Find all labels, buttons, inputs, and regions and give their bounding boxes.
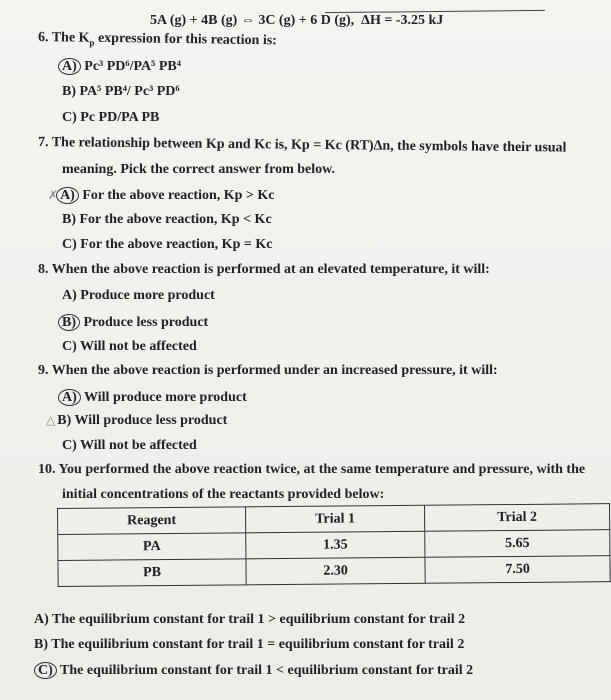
q6-option-a-letter: A) (58, 58, 81, 75)
equilibrium-arrow-icon: ⇔ (240, 13, 255, 28)
q7-line1-text: The relationship between Kp and Kc is, Kp = Kc (RT)Δn, the symbols have their usual (51, 135, 567, 156)
q8-text: When the above reaction is performed at an elevated temperature, it will: (51, 262, 490, 277)
q8-option-b-text: Produce less product (83, 315, 209, 330)
table-row (58, 556, 610, 587)
q6-option-c-letter: C) (62, 110, 77, 125)
reaction-lhs: 5A (g) + 4B (g) (150, 13, 238, 28)
delta-h-value: = -3.25 kJ (384, 13, 444, 28)
q7-prompt-line1 (38, 135, 567, 157)
table-cell: 1.35 (246, 531, 425, 559)
q10-option-b-text: The equilibrium constant for trail 1 = equilibrium constant for trail 2 (51, 637, 465, 652)
q8-option-c-letter: C) (62, 339, 77, 354)
table-cell: 2.30 (246, 557, 425, 585)
q6-option-a[interactable] (62, 58, 181, 75)
reaction-rhs: 3C (g) + 6 D (g), (258, 13, 355, 28)
q10-prompt-line1 (38, 462, 585, 478)
q10-line1-text: You performed the above reaction twice, at the same temperature and pressure, with the (58, 462, 586, 477)
q7-option-b-text: For the above reaction, Kp < Kc (79, 212, 272, 227)
q10-option-b[interactable] (34, 637, 464, 653)
q8-option-b[interactable] (62, 314, 208, 331)
q9-option-a[interactable] (62, 389, 247, 406)
q7-option-c-letter: C) (62, 237, 77, 252)
q6-prompt (38, 30, 277, 50)
q8-option-b-letter: B) (58, 314, 80, 331)
q10-prompt-line2: initial concentrations of the reactants provided below: (62, 487, 385, 502)
table-cell: 5.65 (425, 530, 610, 558)
q6-text-pre: The K (51, 30, 90, 46)
q8-number: 8. (38, 262, 49, 277)
q6-number: 6. (37, 30, 49, 46)
q10-option-c-text: The equilibrium constant for trail 1 < equilibrium constant for trail 2 (60, 663, 474, 678)
check-mark-icon: ✗ (48, 188, 59, 202)
q9-option-b[interactable] (46, 413, 227, 429)
q9-option-c[interactable] (62, 438, 197, 454)
q7-option-a-letter: A) (56, 187, 79, 204)
q6-option-b-text: PA⁵ PB⁴/ Pc³ PD⁶ (79, 84, 180, 99)
table-cell: 7.50 (425, 556, 610, 584)
q10-option-b-letter: B) (34, 637, 48, 652)
q10-option-c-letter: C) (34, 662, 57, 679)
q9-option-c-letter: C) (62, 438, 77, 453)
q10-option-a-text: The equilibrium constant for trail 1 > equilibrium constant for trail 2 (52, 612, 466, 627)
q6-option-b[interactable] (62, 84, 180, 100)
reaction-equation (150, 13, 443, 29)
q8-prompt (38, 262, 490, 278)
q7-option-a-text: For the above reaction, Kp > Kc (82, 188, 275, 203)
q7-option-b[interactable] (62, 212, 272, 228)
table-cell: PA (58, 533, 246, 561)
table-cell: PB (58, 559, 246, 587)
q6-text-post: expression for this reaction is: (94, 30, 277, 49)
q7-number: 7. (37, 135, 49, 151)
q8-option-a-text: Produce more product (80, 288, 215, 303)
q10-option-a[interactable] (34, 612, 465, 628)
q6-option-b-letter: B) (62, 84, 76, 99)
q10-number: 10. (38, 462, 56, 477)
delta-h-label: ΔH (361, 13, 381, 28)
q9-number: 9. (38, 363, 49, 378)
q7-option-c[interactable] (62, 237, 272, 253)
q9-text: When the above reaction is performed under an increased pressure, it will: (51, 363, 498, 378)
q6-option-a-text: Pc³ PD⁶/PA⁵ PB⁴ (84, 59, 181, 74)
q6-option-c[interactable] (62, 110, 159, 126)
q10-option-c[interactable] (34, 662, 473, 679)
q9-option-b-letter: B) (57, 413, 72, 428)
q9-prompt (38, 363, 498, 379)
table-header-cell: Trial 2 (424, 504, 609, 532)
q8-option-c[interactable] (62, 339, 197, 355)
q7-option-a[interactable] (48, 187, 275, 204)
q8-option-c-text: Will not be affected (80, 339, 197, 354)
q6-option-c-text: Pc PD/PA PB (80, 110, 160, 125)
triangle-mark-icon: △ (46, 413, 56, 427)
q7-prompt-line2: meaning. Pick the correct answer from below. (62, 162, 335, 177)
q6-text-sub: p (89, 37, 95, 48)
q9-option-a-text: Will produce more product (84, 390, 247, 405)
q8-option-a-letter: A) (62, 288, 77, 303)
table-header-cell: Reagent (58, 507, 246, 535)
table-header-cell: Trial 1 (245, 505, 424, 533)
q7-option-c-text: For the above reaction, Kp = Kc (80, 237, 273, 252)
q7-option-b-letter: B) (62, 212, 76, 227)
q9-option-b-text: Will produce less product (74, 413, 228, 428)
q8-option-a[interactable] (62, 288, 215, 304)
q9-option-a-letter: A) (58, 389, 81, 406)
q9-option-c-text: Will not be affected (80, 438, 197, 453)
q10-option-a-letter: A) (34, 612, 49, 627)
concentration-table (57, 503, 611, 587)
